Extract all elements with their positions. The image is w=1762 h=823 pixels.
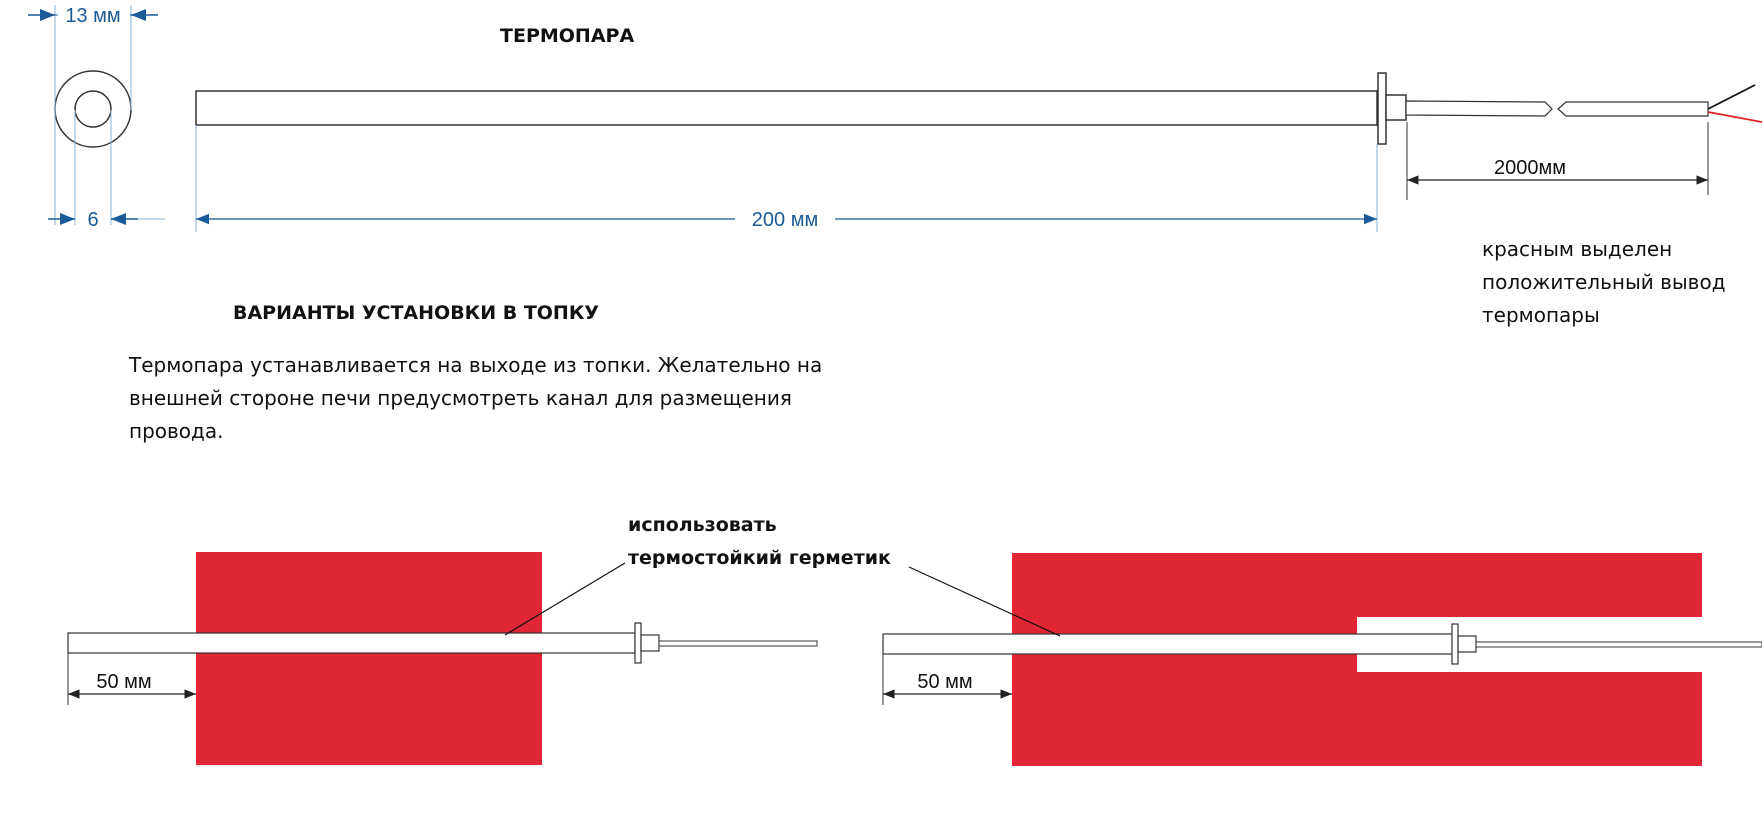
probe-length-label: 200 мм [751, 209, 819, 231]
cable-length-label: 2000мм [1494, 157, 1566, 179]
mounting-flange [1378, 73, 1386, 144]
description-line-3: провода. [129, 419, 224, 443]
inner-bore [75, 91, 111, 127]
mounting-flange [1452, 624, 1458, 664]
offset-label-1: 50 мм [96, 671, 152, 693]
install-title: ВАРИАНТЫ УСТАНОВКИ В ТОПКУ [233, 302, 600, 324]
positive-wire [1708, 112, 1762, 122]
install-variant-2 [883, 553, 1762, 766]
probe-tube [68, 633, 635, 653]
negative-wire [1708, 85, 1755, 109]
flange-nut [1386, 95, 1406, 120]
cable-segment-2 [1558, 102, 1708, 116]
main-title: ТЕРМОПАРА [500, 25, 635, 47]
end-view [28, 2, 165, 231]
flange-nut [641, 635, 659, 651]
note-line-2: положительный вывод [1482, 270, 1726, 294]
furnace-wall [196, 552, 542, 765]
sealant-note [628, 514, 891, 569]
thermocouple-side-view [196, 73, 1762, 232]
probe-tube [196, 91, 1377, 125]
note-line-3: термопары [1482, 303, 1600, 327]
probe-tube [883, 634, 1457, 654]
description-line-2: внешней стороне печи предусмотреть канал для размещения [129, 386, 792, 410]
outer-diameter-label: 13 мм [65, 5, 121, 27]
offset-label-2: 50 мм [917, 671, 973, 693]
description-line-1: Термопара устанавливается на выходе из топки. Желательно на [129, 353, 823, 377]
cable [659, 641, 817, 646]
install-variant-1 [68, 552, 817, 765]
positive-wire-note [1482, 237, 1726, 327]
cable [1476, 642, 1762, 647]
flange-nut [1458, 636, 1476, 652]
sealant-line-1: использовать [628, 514, 777, 536]
cable-segment-1 [1406, 101, 1552, 116]
sealant-line-2: термостойкий герметик [628, 547, 891, 569]
mounting-flange [635, 623, 641, 663]
install-description [128, 353, 822, 443]
inner-diameter-label: 6 [87, 209, 99, 231]
note-line-1: красным выделен [1482, 237, 1673, 261]
